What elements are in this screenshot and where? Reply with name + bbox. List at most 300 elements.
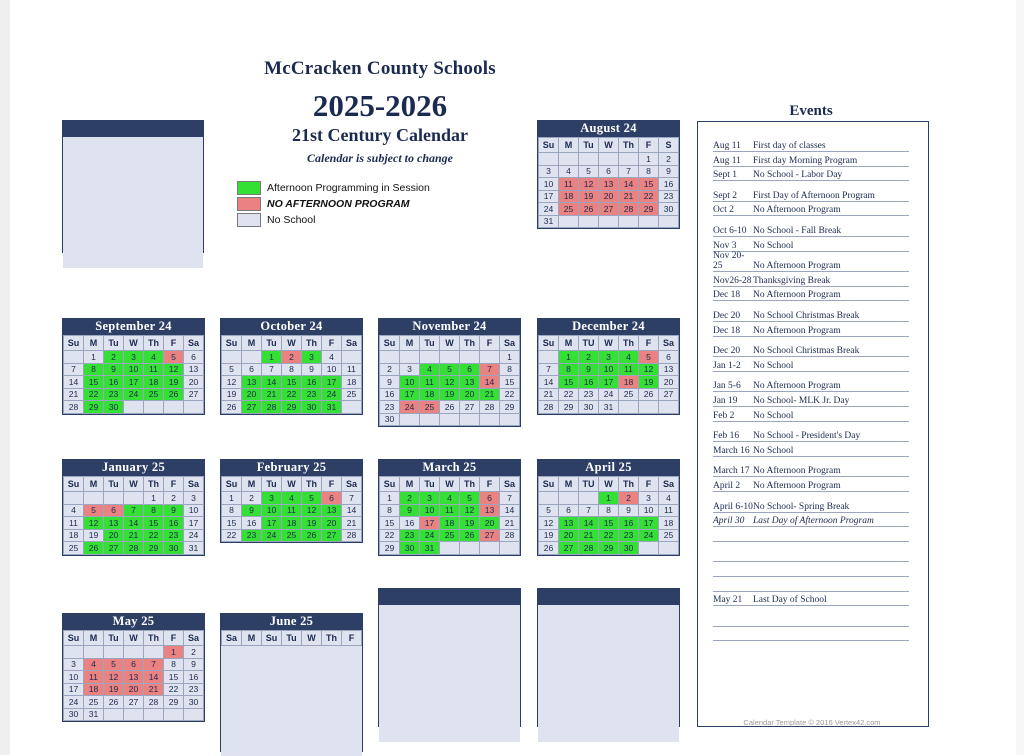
weekday-header: M [400, 477, 420, 492]
week-row [222, 517, 362, 530]
day-cell: 21 [144, 683, 164, 696]
day-cell: 11 [282, 504, 302, 517]
event-rule [713, 215, 909, 216]
day-cell: 9 [659, 165, 679, 178]
week-row [64, 696, 204, 709]
day-cell: 22 [559, 388, 579, 401]
event-row [697, 287, 927, 300]
day-cell: 20 [184, 376, 204, 389]
day-cell: 21 [64, 388, 84, 401]
day-cell [539, 153, 559, 166]
weekday-header: W [440, 336, 460, 351]
day-cell: 9 [184, 658, 204, 671]
day-cell [559, 492, 579, 505]
day-cell: 12 [440, 376, 460, 389]
week-row [539, 351, 679, 364]
week-row [64, 708, 204, 721]
event-text: No School [753, 445, 794, 456]
day-cell: 18 [64, 529, 84, 542]
month-header [538, 589, 679, 605]
weekday-header: W [599, 477, 619, 492]
day-cell: 14 [124, 517, 144, 530]
day-cell: 6 [599, 165, 619, 178]
events-title: Events [789, 103, 833, 119]
weekday-header: M [559, 138, 579, 153]
day-cell: 27 [322, 529, 342, 542]
day-cell: 26 [222, 401, 242, 414]
year-title: 2025-2026 [312, 88, 448, 123]
day-cell: 19 [460, 517, 480, 530]
day-cell: 25 [64, 542, 84, 555]
day-cell: 25 [659, 529, 679, 542]
day-cell: 22 [164, 683, 184, 696]
week-row [64, 492, 204, 505]
day-cell [599, 153, 619, 166]
day-cell: 8 [559, 363, 579, 376]
event-date: Dec 18 [713, 290, 741, 301]
month-title: June 25 [221, 614, 362, 630]
event-row [697, 513, 927, 526]
weekday-header: Th [460, 477, 480, 492]
calendar-subtitle: 21st Century Calendar [292, 125, 468, 145]
day-cell: 30 [380, 413, 400, 426]
day-cell: 31 [420, 542, 440, 555]
week-row [64, 658, 204, 671]
day-cell: 1 [599, 492, 619, 505]
event-text: No School Christmas Break [753, 346, 860, 357]
event-date: Aug 11 [713, 141, 741, 151]
day-cell: 29 [559, 401, 579, 414]
event-rule [713, 336, 909, 337]
event-date: Nov 3 [713, 240, 737, 251]
event-row [697, 499, 927, 512]
month-march [378, 459, 521, 556]
weekday-header: F [322, 477, 342, 492]
week-row [539, 215, 679, 228]
event-rule [713, 605, 909, 606]
day-cell: 19 [104, 683, 124, 696]
day-cell: 11 [64, 517, 84, 530]
week-row [539, 153, 679, 166]
month-placeholder-bottom-4 [537, 588, 680, 727]
week-row [380, 517, 520, 530]
weekday-header: M [559, 336, 579, 351]
day-cell: 16 [242, 517, 262, 530]
day-cell [124, 708, 144, 721]
event-date: March 17 [713, 466, 750, 477]
day-cell: 9 [302, 363, 322, 376]
event-row [697, 627, 927, 640]
day-cell: 14 [64, 376, 84, 389]
day-cell: 29 [599, 542, 619, 555]
weekday-header: W [124, 336, 144, 351]
weekday-header: Th [302, 336, 322, 351]
day-cell: 11 [84, 671, 104, 684]
day-cell: 7 [480, 363, 500, 376]
event-text: No School [753, 410, 794, 421]
day-cell [480, 542, 500, 555]
event-row [697, 188, 927, 201]
day-cell: 14 [480, 376, 500, 389]
week-row [539, 203, 679, 216]
day-cell: 28 [124, 542, 144, 555]
weekday-header: Tu [262, 477, 282, 492]
day-cell: 26 [440, 401, 460, 414]
week-row [539, 542, 679, 555]
day-cell: 4 [440, 492, 460, 505]
day-cell: 28 [500, 529, 520, 542]
weekday-header: Su [222, 336, 242, 351]
weekday-header: Su [64, 336, 84, 351]
day-cell [164, 708, 184, 721]
day-cell: 3 [64, 658, 84, 671]
day-cell: 8 [599, 504, 619, 517]
event-text: No School - Fall Break [753, 226, 842, 236]
month-title: February 25 [221, 460, 362, 476]
weekday-header: Sa [500, 477, 520, 492]
day-cell: 28 [480, 401, 500, 414]
day-cell [559, 153, 579, 166]
weekday-header: Sa [659, 477, 679, 492]
day-cell [619, 153, 639, 166]
day-cell: 2 [242, 492, 262, 505]
weekday-header: M [559, 477, 579, 492]
day-cell [500, 542, 520, 555]
weekday-header: Sa [184, 631, 204, 646]
weekday-header: M [242, 336, 262, 351]
event-row [697, 223, 927, 236]
month-header [63, 121, 203, 137]
day-cell: 4 [420, 363, 440, 376]
day-cell: 16 [380, 388, 400, 401]
weekday-header: W [440, 477, 460, 492]
day-cell: 27 [124, 696, 144, 709]
day-cell: 28 [539, 401, 559, 414]
footer-credit: Calendar Template © 2016 Vertex42.com [743, 718, 881, 727]
day-cell: 23 [380, 401, 400, 414]
day-cell: 17 [539, 190, 559, 203]
event-rule [713, 541, 909, 542]
day-cell [64, 492, 84, 505]
day-cell: 29 [380, 542, 400, 555]
day-cell [480, 413, 500, 426]
weekday-header: M [84, 477, 104, 492]
day-cell: 7 [342, 492, 362, 505]
day-cell: 1 [262, 351, 282, 364]
day-cell: 30 [164, 542, 184, 555]
month-august [537, 120, 680, 229]
day-cell: 10 [64, 671, 84, 684]
day-cell: 5 [639, 351, 659, 364]
weekday-header: F [322, 336, 342, 351]
day-cell: 12 [302, 504, 322, 517]
weekday-header: Th [619, 477, 639, 492]
day-cell: 28 [579, 542, 599, 555]
day-cell: 23 [302, 388, 322, 401]
event-text: No Afternoon Program [753, 205, 841, 216]
day-cell: 24 [599, 388, 619, 401]
day-cell: 17 [420, 517, 440, 530]
weekday-header: F [639, 336, 659, 351]
event-row [697, 202, 927, 215]
day-cell: 18 [342, 376, 362, 389]
week-row [380, 492, 520, 505]
day-cell [104, 492, 124, 505]
week-row [64, 529, 204, 542]
day-cell [222, 351, 242, 364]
day-cell: 29 [639, 203, 659, 216]
day-cell: 16 [579, 376, 599, 389]
day-cell: 19 [222, 388, 242, 401]
page-left-margin [0, 0, 10, 755]
event-date: Dec 18 [713, 325, 741, 336]
day-cell [639, 401, 659, 414]
day-cell: 27 [184, 388, 204, 401]
event-text: No Afternoon Program [753, 325, 841, 336]
weekday-header: Tu [262, 336, 282, 351]
event-row [697, 443, 927, 456]
day-cell [400, 351, 420, 364]
day-cell: 16 [184, 671, 204, 684]
day-cell: 13 [559, 517, 579, 530]
day-cell: 17 [184, 517, 204, 530]
day-cell: 1 [380, 492, 400, 505]
day-cell: 18 [440, 517, 460, 530]
day-cell [124, 646, 144, 659]
weekday-header: F [639, 138, 659, 153]
day-cell: 28 [262, 401, 282, 414]
day-cell: 22 [84, 388, 104, 401]
day-cell: 11 [342, 363, 362, 376]
day-cell: 23 [164, 529, 184, 542]
day-cell: 10 [539, 178, 559, 191]
day-cell: 14 [342, 504, 362, 517]
day-cell: 21 [579, 529, 599, 542]
day-cell: 14 [262, 376, 282, 389]
week-row [64, 376, 204, 389]
weekday-header: Th [322, 631, 342, 646]
day-cell: 1 [164, 646, 184, 659]
day-cell: 6 [322, 492, 342, 505]
week-row [64, 363, 204, 376]
weekday-header: F [164, 477, 184, 492]
day-cell: 30 [579, 401, 599, 414]
week-row [380, 401, 520, 414]
weekday-header: S [659, 138, 679, 153]
day-cell: 23 [400, 529, 420, 542]
day-cell: 9 [164, 504, 184, 517]
day-cell: 24 [539, 203, 559, 216]
day-cell: 25 [84, 696, 104, 709]
day-cell: 7 [619, 165, 639, 178]
day-cell: 11 [440, 504, 460, 517]
day-cell: 8 [84, 363, 104, 376]
week-row [380, 413, 520, 426]
day-cell: 27 [559, 542, 579, 555]
day-cell: 27 [104, 542, 124, 555]
day-cell: 24 [124, 388, 144, 401]
weekday-header: Tu [104, 336, 124, 351]
event-text: No School Christmas Break [753, 311, 860, 321]
day-cell [104, 646, 124, 659]
day-cell: 3 [400, 363, 420, 376]
day-cell: 12 [460, 504, 480, 517]
weekday-header: M [84, 336, 104, 351]
day-cell: 15 [282, 376, 302, 389]
day-cell: 29 [144, 542, 164, 555]
legend-item [237, 196, 497, 211]
event-row [697, 393, 927, 406]
weekday-header: Su [64, 631, 84, 646]
day-cell: 7 [262, 363, 282, 376]
day-cell: 13 [480, 504, 500, 517]
day-cell: 22 [380, 529, 400, 542]
event-row [697, 308, 927, 321]
weekday-header: W [302, 631, 322, 646]
month-body [63, 137, 203, 268]
day-cell: 30 [184, 696, 204, 709]
day-cell: 5 [579, 165, 599, 178]
day-cell [64, 351, 84, 364]
day-cell [164, 401, 184, 414]
day-cell [480, 351, 500, 364]
day-cell: 23 [579, 388, 599, 401]
weekday-header: Su [380, 477, 400, 492]
day-cell: 27 [242, 401, 262, 414]
day-cell: 11 [559, 178, 579, 191]
day-cell: 15 [559, 376, 579, 389]
day-cell: 24 [639, 529, 659, 542]
legend-item [237, 180, 497, 195]
day-cell: 14 [539, 376, 559, 389]
event-text: No School - President's Day [753, 431, 861, 442]
day-cell: 15 [380, 517, 400, 530]
event-date: April 2 [713, 481, 741, 491]
day-cell: 5 [164, 351, 184, 364]
day-cell [619, 401, 639, 414]
day-cell: 18 [144, 376, 164, 389]
day-cell: 30 [104, 401, 124, 414]
week-row [539, 388, 679, 401]
event-rule [713, 371, 909, 372]
day-cell: 22 [144, 529, 164, 542]
day-cell [500, 413, 520, 426]
day-cell: 9 [380, 376, 400, 389]
week-row [380, 529, 520, 542]
day-cell: 26 [164, 388, 184, 401]
day-cell [579, 153, 599, 166]
day-cell: 26 [460, 529, 480, 542]
day-cell: 24 [262, 529, 282, 542]
day-cell: 6 [480, 492, 500, 505]
weekday-header: Th [144, 336, 164, 351]
month-february [220, 459, 363, 543]
day-cell: 16 [619, 517, 639, 530]
day-cell: 27 [480, 529, 500, 542]
weekday-header: Sa [184, 336, 204, 351]
day-cell: 1 [144, 492, 164, 505]
day-cell: 2 [619, 492, 639, 505]
legend [237, 180, 497, 228]
day-cell: 11 [619, 363, 639, 376]
weekday-header: M [242, 477, 262, 492]
day-cell [184, 401, 204, 414]
day-cell: 5 [539, 504, 559, 517]
day-cell: 8 [164, 658, 184, 671]
weekday-header: Tu [579, 138, 599, 153]
week-row [539, 376, 679, 389]
day-cell: 20 [480, 517, 500, 530]
day-cell: 4 [144, 351, 164, 364]
month-body [538, 605, 679, 742]
day-cell [342, 351, 362, 364]
day-cell: 6 [124, 658, 144, 671]
day-cell: 21 [480, 388, 500, 401]
day-cell [539, 492, 559, 505]
day-cell: 19 [579, 190, 599, 203]
event-date: March 16 [713, 445, 750, 456]
event-date: Sept 2 [713, 190, 738, 201]
event-date: Dec 20 [713, 346, 741, 357]
day-cell: 12 [84, 517, 104, 530]
month-november [378, 318, 521, 427]
event-text: No School- Spring Break [753, 501, 850, 512]
week-row [222, 401, 362, 414]
day-cell: 13 [460, 376, 480, 389]
day-cell: 20 [559, 529, 579, 542]
day-cell: 29 [164, 696, 184, 709]
day-cell: 9 [400, 504, 420, 517]
weekday-header: W [124, 631, 144, 646]
weekday-header: Tu [420, 477, 440, 492]
event-row [697, 428, 927, 441]
week-row [539, 529, 679, 542]
event-row [697, 613, 927, 626]
day-cell [124, 492, 144, 505]
day-cell: 24 [400, 401, 420, 414]
day-cell: 2 [184, 646, 204, 659]
day-cell: 26 [104, 696, 124, 709]
day-cell: 3 [539, 165, 559, 178]
day-cell [104, 708, 124, 721]
day-cell: 28 [64, 401, 84, 414]
day-cell: 25 [144, 388, 164, 401]
day-cell: 10 [639, 504, 659, 517]
day-cell: 3 [639, 492, 659, 505]
weekday-header: M [400, 336, 420, 351]
month-header [379, 589, 520, 605]
day-cell: 26 [302, 529, 322, 542]
event-row [697, 563, 927, 576]
event-date: Feb 2 [713, 410, 735, 421]
day-cell: 30 [302, 401, 322, 414]
day-cell: 10 [124, 363, 144, 376]
week-row [380, 351, 520, 364]
day-cell: 13 [124, 671, 144, 684]
day-cell: 10 [262, 504, 282, 517]
week-row [380, 542, 520, 555]
weekday-header: Su [222, 477, 242, 492]
weekday-header: Sa [342, 336, 362, 351]
day-cell: 19 [639, 376, 659, 389]
day-cell: 6 [184, 351, 204, 364]
month-title: May 25 [63, 614, 204, 630]
event-rule [713, 421, 909, 422]
weekday-header: Sa [500, 336, 520, 351]
day-cell: 18 [659, 517, 679, 530]
day-cell: 22 [222, 529, 242, 542]
day-cell: 16 [659, 178, 679, 191]
